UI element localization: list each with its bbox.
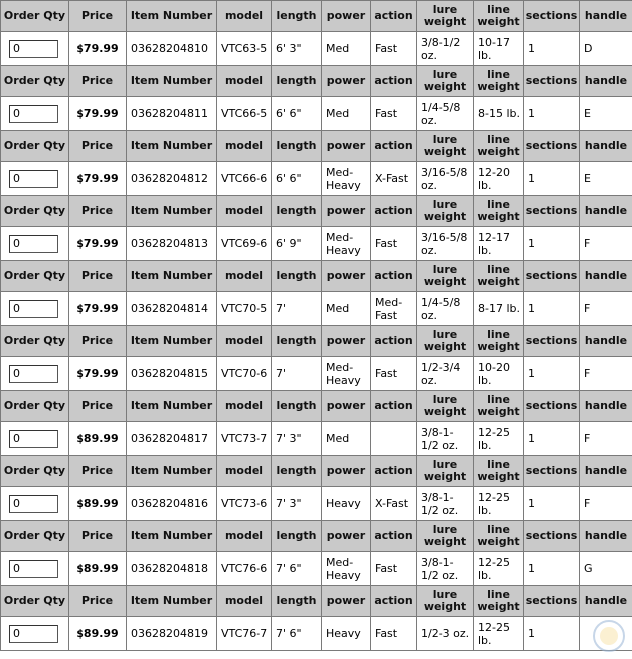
header-model: model [217, 261, 272, 292]
length-cell: 7' 3" [272, 487, 322, 521]
header-length: length [272, 66, 322, 97]
sections-cell: 1 [524, 617, 580, 651]
lure-weight-cell: 3/8-1-1/2 oz. [417, 422, 474, 456]
header-item-number: Item Number [127, 1, 217, 32]
handle-cell: F [580, 357, 632, 391]
site-logo-icon [592, 619, 626, 653]
order-qty-cell [1, 487, 69, 521]
model-cell: VTC73-7 [217, 422, 272, 456]
header-model: model [217, 1, 272, 32]
header-line-weight: line weight [474, 261, 524, 292]
sections-cell: 1 [524, 292, 580, 326]
model-cell: VTC66-5 [217, 97, 272, 131]
header-power: power [322, 456, 371, 487]
header-model: model [217, 326, 272, 357]
line-weight-cell: 12-17 lb. [474, 227, 524, 261]
model-cell: VTC70-6 [217, 357, 272, 391]
order-qty-cell [1, 162, 69, 196]
model-cell: VTC66-6 [217, 162, 272, 196]
action-cell: Fast [371, 97, 417, 131]
sections-cell: 1 [524, 552, 580, 586]
header-lure-weight: lure weight [417, 456, 474, 487]
header-handle: handle [580, 326, 632, 357]
header-lure-weight: lure weight [417, 66, 474, 97]
header-order-qty: Order Qty [1, 1, 69, 32]
header-length: length [272, 391, 322, 422]
model-cell: VTC70-5 [217, 292, 272, 326]
header-row [1, 1, 632, 32]
header-order-qty: Order Qty [1, 456, 69, 487]
header-lure-weight: lure weight [417, 391, 474, 422]
header-sections: sections [524, 586, 580, 617]
header-handle: handle [580, 196, 632, 227]
length-cell: 6' 3" [272, 32, 322, 66]
line-weight-cell: 12-25 lb. [474, 487, 524, 521]
action-cell: Fast [371, 552, 417, 586]
action-cell: Med-Fast [371, 292, 417, 326]
header-power: power [322, 326, 371, 357]
sections-cell: 1 [524, 32, 580, 66]
product-row [1, 227, 632, 261]
power-cell: Med [322, 32, 371, 66]
header-model: model [217, 66, 272, 97]
line-weight-cell: 12-25 lb. [474, 422, 524, 456]
header-lure-weight: lure weight [417, 261, 474, 292]
order-qty-cell [1, 357, 69, 391]
lure-weight-cell: 3/16-5/8 oz. [417, 162, 474, 196]
header-handle: handle [580, 391, 632, 422]
product-row [1, 292, 632, 326]
line-weight-cell: 8-15 lb. [474, 97, 524, 131]
power-cell: Med [322, 292, 371, 326]
order-qty-input[interactable] [9, 625, 58, 643]
price-cell: $79.99 [69, 162, 127, 196]
product-row [1, 487, 632, 521]
order-qty-input[interactable] [9, 300, 58, 318]
header-order-qty: Order Qty [1, 391, 69, 422]
model-cell: VTC69-6 [217, 227, 272, 261]
product-table-body [1, 1, 632, 651]
header-sections: sections [524, 261, 580, 292]
header-model: model [217, 196, 272, 227]
header-row [1, 586, 632, 617]
header-price: Price [69, 326, 127, 357]
action-cell: Fast [371, 617, 417, 651]
header-action: action [371, 131, 417, 162]
header-length: length [272, 521, 322, 552]
line-weight-cell: 12-25 lb. [474, 552, 524, 586]
order-qty-input[interactable] [9, 560, 58, 578]
header-item-number: Item Number [127, 261, 217, 292]
header-order-qty: Order Qty [1, 521, 69, 552]
product-row [1, 422, 632, 456]
order-qty-input[interactable] [9, 235, 58, 253]
power-cell: Med-Heavy [322, 357, 371, 391]
header-price: Price [69, 196, 127, 227]
power-cell: Heavy [322, 617, 371, 651]
header-action: action [371, 196, 417, 227]
header-action: action [371, 66, 417, 97]
header-item-number: Item Number [127, 131, 217, 162]
header-power: power [322, 1, 371, 32]
order-qty-input[interactable] [9, 105, 58, 123]
header-lure-weight: lure weight [417, 196, 474, 227]
length-cell: 7' 6" [272, 552, 322, 586]
header-order-qty: Order Qty [1, 261, 69, 292]
order-qty-cell [1, 422, 69, 456]
lure-weight-cell: 3/16-5/8 oz. [417, 227, 474, 261]
item-number-cell: 03628204817 [127, 422, 217, 456]
header-action: action [371, 456, 417, 487]
line-weight-cell: 12-25 lb. [474, 617, 524, 651]
header-length: length [272, 326, 322, 357]
order-qty-cell [1, 292, 69, 326]
header-handle: handle [580, 586, 632, 617]
header-line-weight: line weight [474, 586, 524, 617]
model-cell: VTC63-5 [217, 32, 272, 66]
price-cell: $89.99 [69, 487, 127, 521]
length-cell: 7' 3" [272, 422, 322, 456]
handle-cell: D [580, 32, 632, 66]
action-cell: Fast [371, 227, 417, 261]
lure-weight-cell: 3/8-1-1/2 oz. [417, 487, 474, 521]
header-sections: sections [524, 131, 580, 162]
price-cell: $89.99 [69, 617, 127, 651]
header-model: model [217, 456, 272, 487]
item-number-cell: 03628204815 [127, 357, 217, 391]
order-qty-cell [1, 617, 69, 651]
length-cell: 7' 6" [272, 617, 322, 651]
header-action: action [371, 261, 417, 292]
header-row [1, 521, 632, 552]
header-item-number: Item Number [127, 521, 217, 552]
action-cell: Fast [371, 357, 417, 391]
header-row [1, 131, 632, 162]
handle-cell: F [580, 422, 632, 456]
header-length: length [272, 196, 322, 227]
header-price: Price [69, 1, 127, 32]
header-order-qty: Order Qty [1, 66, 69, 97]
product-row [1, 32, 632, 66]
price-cell: $79.99 [69, 32, 127, 66]
header-handle: handle [580, 1, 632, 32]
item-number-cell: 03628204816 [127, 487, 217, 521]
lure-weight-cell: 1/4-5/8 oz. [417, 292, 474, 326]
length-cell: 6' 9" [272, 227, 322, 261]
sections-cell: 1 [524, 97, 580, 131]
header-power: power [322, 131, 371, 162]
item-number-cell: 03628204811 [127, 97, 217, 131]
header-item-number: Item Number [127, 326, 217, 357]
header-power: power [322, 261, 371, 292]
item-number-cell: 03628204818 [127, 552, 217, 586]
header-line-weight: line weight [474, 131, 524, 162]
header-price: Price [69, 456, 127, 487]
order-qty-cell [1, 97, 69, 131]
handle-cell: F [580, 487, 632, 521]
header-model: model [217, 521, 272, 552]
price-cell: $89.99 [69, 422, 127, 456]
header-lure-weight: lure weight [417, 131, 474, 162]
header-price: Price [69, 521, 127, 552]
action-cell: Fast [371, 32, 417, 66]
model-cell: VTC76-7 [217, 617, 272, 651]
header-power: power [322, 196, 371, 227]
header-sections: sections [524, 326, 580, 357]
price-cell: $79.99 [69, 292, 127, 326]
power-cell: Med-Heavy [322, 162, 371, 196]
header-order-qty: Order Qty [1, 131, 69, 162]
header-row [1, 326, 632, 357]
header-power: power [322, 66, 371, 97]
line-weight-cell: 12-20 lb. [474, 162, 524, 196]
header-line-weight: line weight [474, 326, 524, 357]
product-row [1, 617, 632, 651]
length-cell: 7' [272, 357, 322, 391]
product-row [1, 357, 632, 391]
header-sections: sections [524, 521, 580, 552]
header-action: action [371, 391, 417, 422]
header-row [1, 391, 632, 422]
order-qty-cell [1, 227, 69, 261]
header-line-weight: line weight [474, 521, 524, 552]
sections-cell: 1 [524, 227, 580, 261]
header-item-number: Item Number [127, 66, 217, 97]
power-cell: Med-Heavy [322, 227, 371, 261]
header-price: Price [69, 131, 127, 162]
line-weight-cell: 10-20 lb. [474, 357, 524, 391]
header-price: Price [69, 391, 127, 422]
lure-weight-cell: 3/8-1/2 oz. [417, 32, 474, 66]
power-cell: Med-Heavy [322, 552, 371, 586]
header-power: power [322, 521, 371, 552]
lure-weight-cell: 1/2-3 oz. [417, 617, 474, 651]
lure-weight-cell: 1/2-3/4 oz. [417, 357, 474, 391]
product-row [1, 97, 632, 131]
header-handle: handle [580, 261, 632, 292]
price-cell: $89.99 [69, 552, 127, 586]
header-row [1, 261, 632, 292]
header-line-weight: line weight [474, 456, 524, 487]
header-sections: sections [524, 391, 580, 422]
line-weight-cell: 8-17 lb. [474, 292, 524, 326]
header-item-number: Item Number [127, 456, 217, 487]
header-handle: handle [580, 131, 632, 162]
length-cell: 6' 6" [272, 97, 322, 131]
header-model: model [217, 391, 272, 422]
handle-cell: E [580, 97, 632, 131]
lure-weight-cell: 1/4-5/8 oz. [417, 97, 474, 131]
handle-cell: F [580, 227, 632, 261]
header-lure-weight: lure weight [417, 521, 474, 552]
header-sections: sections [524, 196, 580, 227]
header-price: Price [69, 261, 127, 292]
header-action: action [371, 586, 417, 617]
header-item-number: Item Number [127, 196, 217, 227]
header-lure-weight: lure weight [417, 1, 474, 32]
header-model: model [217, 131, 272, 162]
header-item-number: Item Number [127, 391, 217, 422]
sections-cell: 1 [524, 357, 580, 391]
header-sections: sections [524, 1, 580, 32]
header-action: action [371, 521, 417, 552]
header-handle: handle [580, 66, 632, 97]
header-lure-weight: lure weight [417, 326, 474, 357]
header-order-qty: Order Qty [1, 326, 69, 357]
power-cell: Med [322, 422, 371, 456]
header-handle: handle [580, 521, 632, 552]
header-action: action [371, 326, 417, 357]
product-row [1, 552, 632, 586]
handle-cell: E [580, 162, 632, 196]
header-order-qty: Order Qty [1, 586, 69, 617]
sections-cell: 1 [524, 162, 580, 196]
header-row [1, 66, 632, 97]
header-handle: handle [580, 456, 632, 487]
item-number-cell: 03628204819 [127, 617, 217, 651]
power-cell: Med [322, 97, 371, 131]
sections-cell: 1 [524, 487, 580, 521]
item-number-cell: 03628204814 [127, 292, 217, 326]
header-item-number: Item Number [127, 586, 217, 617]
model-cell: VTC76-6 [217, 552, 272, 586]
lure-weight-cell: 3/8-1-1/2 oz. [417, 552, 474, 586]
header-length: length [272, 131, 322, 162]
item-number-cell: 03628204810 [127, 32, 217, 66]
header-model: model [217, 586, 272, 617]
order-qty-input[interactable] [9, 430, 58, 448]
length-cell: 6' 6" [272, 162, 322, 196]
header-length: length [272, 456, 322, 487]
order-qty-input[interactable] [9, 170, 58, 188]
header-lure-weight: lure weight [417, 586, 474, 617]
header-length: length [272, 1, 322, 32]
action-cell: X-Fast [371, 487, 417, 521]
sections-cell: 1 [524, 422, 580, 456]
action-cell [371, 422, 417, 456]
header-sections: sections [524, 66, 580, 97]
header-line-weight: line weight [474, 1, 524, 32]
header-line-weight: line weight [474, 196, 524, 227]
action-cell: X-Fast [371, 162, 417, 196]
product-row [1, 162, 632, 196]
header-price: Price [69, 66, 127, 97]
item-number-cell: 03628204813 [127, 227, 217, 261]
order-qty-input[interactable] [9, 495, 58, 513]
header-power: power [322, 586, 371, 617]
price-cell: $79.99 [69, 227, 127, 261]
power-cell: Heavy [322, 487, 371, 521]
handle-cell: F [580, 292, 632, 326]
header-line-weight: line weight [474, 66, 524, 97]
header-line-weight: line weight [474, 391, 524, 422]
header-power: power [322, 391, 371, 422]
header-length: length [272, 586, 322, 617]
header-order-qty: Order Qty [1, 196, 69, 227]
handle-cell: G [580, 552, 632, 586]
header-row [1, 196, 632, 227]
order-qty-cell [1, 32, 69, 66]
line-weight-cell: 10-17 lb. [474, 32, 524, 66]
price-cell: $79.99 [69, 97, 127, 131]
item-number-cell: 03628204812 [127, 162, 217, 196]
order-qty-input[interactable] [9, 365, 58, 383]
header-row [1, 456, 632, 487]
price-cell: $79.99 [69, 357, 127, 391]
length-cell: 7' [272, 292, 322, 326]
model-cell: VTC73-6 [217, 487, 272, 521]
order-qty-cell [1, 552, 69, 586]
header-action: action [371, 1, 417, 32]
header-length: length [272, 261, 322, 292]
order-qty-input[interactable] [9, 40, 58, 58]
header-sections: sections [524, 456, 580, 487]
header-price: Price [69, 586, 127, 617]
